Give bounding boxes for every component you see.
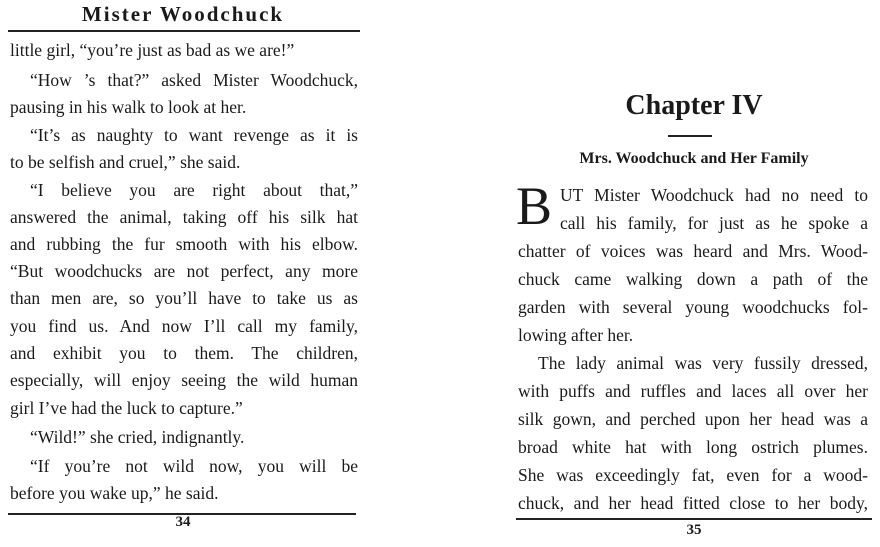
text-line: “If you’re not wild now, you will be <box>30 456 358 476</box>
chapter-rule <box>668 135 712 137</box>
chapter-subtitle: Mrs. Woodchuck and Her Family <box>579 150 809 167</box>
text-line: you find us. And now I’ll call my family, <box>10 316 358 336</box>
text-line: “How ’s that?” asked Mister Woodchuck, <box>30 70 358 90</box>
running-head: Mister Woodchuck <box>81 2 285 26</box>
right-page <box>500 0 880 547</box>
text-line: “Wild!” she cried, indignantly. <box>30 427 245 447</box>
text-line: chatter of voices was heard and Mrs. Wood- <box>518 241 868 261</box>
chapter-title: Chapter IV <box>625 90 763 121</box>
text-line: little girl, “you’re just as bad as we are!” <box>10 40 295 60</box>
text-line: “It’s as naughty to want revenge as it is <box>30 125 358 145</box>
left-page <box>0 0 375 547</box>
text-line: chuck came walking down a path of the <box>518 269 868 289</box>
text-line: She was exceedingly fat, even for a wood- <box>518 465 868 485</box>
drop-cap: B <box>516 176 553 236</box>
text-line: to be selfish and cruel,” she said. <box>10 152 241 172</box>
footer-rule <box>516 518 872 520</box>
text-line: call his family, for just as he spoke a <box>560 213 868 233</box>
text-line: and rubbing the fur smooth with his elbow. <box>10 234 358 254</box>
text-line: chuck, and her head fitted close to her body, <box>518 493 868 513</box>
text-line: girl I’ve had the luck to capture.” <box>10 398 243 418</box>
text-line: garden with several young woodchucks fol- <box>518 297 868 317</box>
page-number: 35 <box>686 522 702 538</box>
page-number: 34 <box>175 514 191 530</box>
text-line: especially, will enjoy seeing the wild human <box>10 370 358 390</box>
text-line: and exhibit you to them. The children, <box>10 343 358 363</box>
text-line: “I believe you are right about that,” <box>30 180 358 200</box>
header-rule <box>8 30 360 32</box>
text-line: silk gown, and perched upon her head was a <box>518 409 868 429</box>
text-line: “But woodchucks are not perfect, any more <box>10 261 358 281</box>
text-line: The lady animal was very fussily dressed, <box>538 353 868 373</box>
text-line: with puffs and ruffles and laces all over her <box>518 381 868 401</box>
text-line: than men are, so you’ll have to take us as <box>10 288 358 308</box>
text-line: UT Mister Woodchuck had no need to <box>560 185 868 205</box>
text-line: pausing in his walk to look at her. <box>10 97 247 117</box>
text-line: broad white hat with long ostrich plumes. <box>518 437 868 457</box>
text-line: before you wake up,” he said. <box>10 483 219 503</box>
text-line: answered the animal, taking off his silk hat <box>10 207 358 227</box>
text-line: lowing after her. <box>518 325 634 345</box>
